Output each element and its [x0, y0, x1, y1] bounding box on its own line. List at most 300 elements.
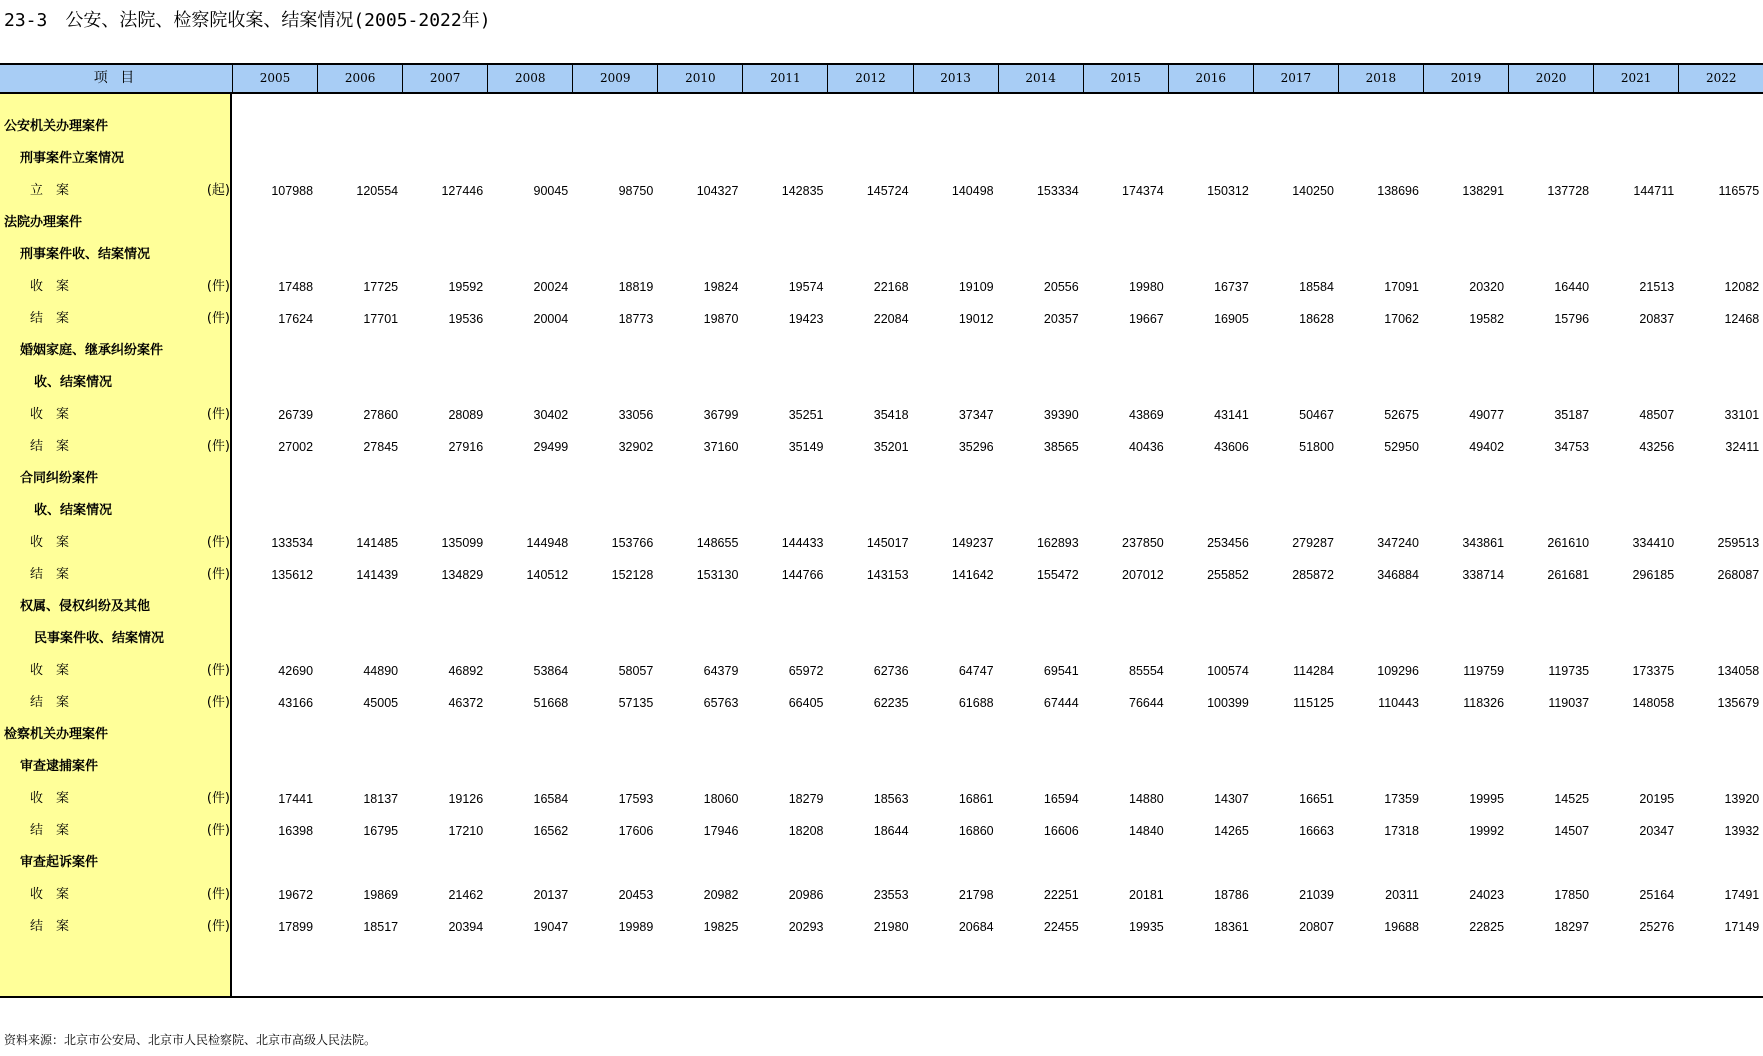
table-cell: 115125: [1293, 696, 1334, 710]
table-cell: 28089: [448, 408, 484, 422]
table-cell: 53864: [533, 664, 569, 678]
table-cell: 143153: [866, 568, 909, 582]
row-unit: (件): [206, 567, 230, 582]
table-cell: 173375: [1632, 664, 1675, 678]
table-row: [0, 431, 1763, 463]
table-cell: 144948: [526, 536, 569, 550]
row-label: 收、结案情况: [34, 375, 113, 390]
table-cell: 16594: [1043, 792, 1079, 806]
table-cell: 21462: [448, 888, 484, 902]
table-cell: 17318: [1384, 824, 1419, 838]
table-row: [0, 847, 1763, 879]
year-header: 2008: [487, 65, 572, 92]
table-cell: 109296: [1377, 664, 1419, 678]
table-cell: 120554: [356, 184, 399, 198]
table-header: [0, 63, 1763, 94]
table-cell: 16663: [1299, 824, 1334, 838]
table-cell: 17062: [1384, 312, 1419, 326]
table-cell: 138291: [1462, 184, 1505, 198]
table-cell: 20347: [1639, 824, 1675, 838]
table-cell: 58057: [618, 664, 654, 678]
table-cell: 116575: [1718, 184, 1760, 198]
table-cell: 118326: [1463, 696, 1505, 710]
year-header: 2021: [1593, 65, 1678, 92]
table-cell: 49402: [1469, 440, 1505, 454]
table-cell: 19935: [1129, 920, 1164, 934]
source-note: 资料来源：北京市公安局、北京市人民检察院、北京市高级人民法院。: [4, 1033, 377, 1047]
table-cell: 155472: [1036, 568, 1079, 582]
table-cell: 13932: [1724, 824, 1760, 838]
table-cell: 37347: [958, 408, 994, 422]
table-cell: 141642: [951, 568, 994, 582]
table-cell: 14840: [1129, 824, 1164, 838]
table-cell: 17149: [1724, 920, 1760, 934]
table-cell: 35201: [873, 440, 909, 454]
table-cell: 17091: [1384, 280, 1419, 294]
table-cell: 57135: [618, 696, 654, 710]
table-cell: 119735: [1548, 664, 1590, 678]
row-label: 结 案: [30, 695, 70, 710]
row-unit: (件): [206, 887, 230, 902]
table-cell: 22825: [1469, 920, 1505, 934]
row-unit: (件): [206, 535, 230, 550]
table-cell: 17491: [1724, 888, 1760, 902]
table-cell: 69541: [1043, 664, 1079, 678]
year-header: 2016: [1168, 65, 1253, 92]
table-cell: 44890: [363, 664, 399, 678]
table-cell: 346884: [1377, 568, 1419, 582]
table-cell: 18060: [703, 792, 739, 806]
table-cell: 20311: [1385, 888, 1419, 902]
year-header: 2006: [317, 65, 402, 92]
year-header: 2013: [913, 65, 998, 92]
table-cell: 18628: [1299, 312, 1334, 326]
header-item-label: 项 目: [93, 70, 139, 86]
row-label: 结 案: [30, 439, 70, 454]
table-cell: 85554: [1129, 664, 1164, 678]
table-row: [0, 527, 1763, 559]
year-header: 2015: [1083, 65, 1168, 92]
table-cell: 27916: [448, 440, 484, 454]
year-header: 2022: [1678, 65, 1763, 92]
table-cell: 133534: [271, 536, 314, 550]
row-label: 合同纠纷案件: [20, 471, 99, 486]
table-cell: 67444: [1043, 696, 1079, 710]
table-cell: 33101: [1724, 408, 1760, 422]
table-cell: 20357: [1043, 312, 1079, 326]
table-cell: 17899: [278, 920, 314, 934]
row-unit: (起): [206, 183, 230, 198]
table-cell: 65763: [703, 696, 739, 710]
table-cell: 135679: [1717, 696, 1760, 710]
row-label: 结 案: [30, 919, 70, 934]
table-cell: 19536: [448, 312, 484, 326]
table-cell: 52675: [1384, 408, 1419, 422]
row-label: 法院办理案件: [4, 215, 83, 230]
table-cell: 20195: [1639, 792, 1675, 806]
table-cell: 14307: [1214, 792, 1249, 806]
table-cell: 36799: [703, 408, 739, 422]
table-cell: 45005: [363, 696, 399, 710]
table-cell: 18819: [618, 280, 654, 294]
table-cell: 17725: [363, 280, 399, 294]
table-cell: 17850: [1554, 888, 1590, 902]
table-cell: 22455: [1043, 920, 1079, 934]
table-cell: 51800: [1299, 440, 1334, 454]
table-cell: 18279: [788, 792, 824, 806]
table-cell: 119037: [1548, 696, 1590, 710]
table-cell: 43869: [1129, 408, 1164, 422]
table-cell: 14525: [1554, 792, 1590, 806]
table-cell: 20982: [703, 888, 739, 902]
table-cell: 296185: [1632, 568, 1675, 582]
year-header: 2012: [827, 65, 912, 92]
table-cell: 42690: [278, 664, 314, 678]
row-label: 结 案: [30, 567, 70, 582]
row-label: 立 案: [30, 183, 70, 198]
table-row: [0, 463, 1763, 495]
row-unit: (件): [206, 439, 230, 454]
table-cell: 20684: [958, 920, 994, 934]
table-cell: 16584: [533, 792, 569, 806]
row-unit: (件): [206, 823, 230, 838]
table-cell: 137728: [1547, 184, 1590, 198]
table-row: [0, 335, 1763, 367]
table-cell: 19012: [958, 312, 994, 326]
table-cell: 76644: [1129, 696, 1164, 710]
year-header: 2019: [1423, 65, 1508, 92]
table-cell: 19825: [703, 920, 739, 934]
table-cell: 19980: [1129, 280, 1164, 294]
table-cell: 261610: [1547, 536, 1590, 550]
row-unit: (件): [206, 663, 230, 678]
row-label: 结 案: [30, 823, 70, 838]
table-row: [0, 495, 1763, 527]
row-label: 收 案: [30, 663, 70, 678]
table-cell: 18786: [1214, 888, 1249, 902]
table-cell: 119759: [1463, 664, 1505, 678]
table-cell: 16606: [1043, 824, 1079, 838]
table-cell: 17606: [618, 824, 654, 838]
table-cell: 22168: [873, 280, 909, 294]
table-cell: 14880: [1129, 792, 1164, 806]
table-cell: 142835: [781, 184, 824, 198]
table-cell: 19870: [703, 312, 739, 326]
table-cell: 138696: [1377, 184, 1419, 198]
table-cell: 21039: [1299, 888, 1334, 902]
table-cell: 145724: [866, 184, 909, 198]
table-cell: 50467: [1299, 408, 1334, 422]
table-cell: 144711: [1633, 184, 1675, 198]
table-cell: 100399: [1207, 696, 1249, 710]
table-cell: 19824: [703, 280, 739, 294]
table-cell: 21513: [1639, 280, 1675, 294]
table-cell: 127446: [441, 184, 484, 198]
table-cell: 19423: [788, 312, 824, 326]
table-cell: 104327: [696, 184, 739, 198]
row-unit: (件): [206, 919, 230, 934]
table-cell: 17946: [703, 824, 739, 838]
table-row: [0, 655, 1763, 687]
table-cell: 46892: [448, 664, 484, 678]
table-cell: 149237: [951, 536, 994, 550]
table-cell: 66405: [788, 696, 824, 710]
row-label: 审查逮捕案件: [20, 759, 99, 774]
table-cell: 140498: [951, 184, 994, 198]
table-cell: 15796: [1554, 312, 1590, 326]
table-cell: 18773: [618, 312, 654, 326]
table-cell: 65972: [788, 664, 824, 678]
table-cell: 253456: [1207, 536, 1249, 550]
table-cell: 35251: [788, 408, 824, 422]
table-cell: 148058: [1632, 696, 1675, 710]
table-row: [0, 271, 1763, 303]
table-cell: 135099: [441, 536, 484, 550]
table-cell: 20453: [618, 888, 654, 902]
table-cell: 25276: [1639, 920, 1675, 934]
table-cell: 16795: [363, 824, 399, 838]
table-cell: 16440: [1554, 280, 1590, 294]
table-cell: 19582: [1469, 312, 1505, 326]
table-row: [0, 367, 1763, 399]
table-cell: 100574: [1207, 664, 1249, 678]
table-cell: 140250: [1292, 184, 1334, 198]
table-row: [0, 687, 1763, 719]
row-unit: (件): [206, 791, 230, 806]
table-cell: 20024: [533, 280, 569, 294]
year-header: 2010: [657, 65, 742, 92]
year-header: 2009: [572, 65, 657, 92]
table-row: [0, 175, 1763, 207]
table-row: [0, 239, 1763, 271]
table-cell: 134058: [1717, 664, 1760, 678]
table-cell: 207012: [1122, 568, 1164, 582]
table-cell: 285872: [1292, 568, 1334, 582]
row-label: 刑事案件立案情况: [20, 151, 125, 166]
table-cell: 61688: [958, 696, 994, 710]
table-cell: 12468: [1724, 312, 1760, 326]
row-label: 收 案: [30, 279, 70, 294]
table-cell: 26739: [278, 408, 314, 422]
table-cell: 20320: [1469, 280, 1505, 294]
table-cell: 64747: [958, 664, 994, 678]
row-unit: (件): [206, 407, 230, 422]
table-cell: 255852: [1207, 568, 1249, 582]
table-cell: 27002: [278, 440, 314, 454]
year-header: 2005: [232, 65, 317, 92]
table-cell: 261681: [1547, 568, 1590, 582]
table-cell: 19688: [1384, 920, 1419, 934]
table-cell: 18517: [363, 920, 399, 934]
table-cell: 35418: [873, 408, 909, 422]
table-cell: 20293: [788, 920, 824, 934]
table-row: [0, 623, 1763, 655]
table-cell: 279287: [1292, 536, 1334, 550]
table-cell: 268087: [1717, 568, 1760, 582]
table-cell: 39390: [1043, 408, 1079, 422]
table-cell: 140512: [526, 568, 569, 582]
table-cell: 16398: [278, 824, 314, 838]
table-cell: 43606: [1214, 440, 1249, 454]
table-cell: 32411: [1725, 440, 1760, 454]
table-cell: 19992: [1469, 824, 1505, 838]
row-label: 公安机关办理案件: [4, 119, 109, 134]
table-cell: 62235: [873, 696, 909, 710]
table-cell: 29499: [533, 440, 569, 454]
table-cell: 33056: [618, 408, 654, 422]
table-cell: 20004: [533, 312, 569, 326]
table-cell: 141439: [356, 568, 399, 582]
table-cell: 17359: [1384, 792, 1419, 806]
table-cell: 64379: [703, 664, 739, 678]
table-row: [0, 207, 1763, 239]
table-cell: 237850: [1122, 536, 1164, 550]
table-cell: 148655: [696, 536, 739, 550]
table-cell: 25164: [1639, 888, 1675, 902]
table-row: [0, 559, 1763, 591]
table-row: [0, 911, 1763, 943]
table-cell: 19672: [278, 888, 314, 902]
table-cell: 90045: [533, 184, 569, 198]
table-row: [0, 783, 1763, 815]
row-label: 收、结案情况: [34, 503, 113, 518]
table-cell: 43256: [1639, 440, 1675, 454]
table-cell: 17624: [278, 312, 314, 326]
row-label: 刑事案件收、结案情况: [20, 247, 151, 262]
table-cell: 19047: [533, 920, 569, 934]
table-cell: 18208: [788, 824, 824, 838]
table-cell: 21980: [873, 920, 909, 934]
table-row: [0, 591, 1763, 623]
row-label: 收 案: [30, 887, 70, 902]
table-cell: 27860: [363, 408, 399, 422]
table-row: [0, 879, 1763, 911]
table-cell: 40436: [1129, 440, 1164, 454]
table-cell: 14265: [1214, 824, 1249, 838]
row-label: 权属、侵权纠纷及其他: [20, 599, 151, 614]
table-cell: 16860: [958, 824, 994, 838]
table-cell: 16905: [1214, 312, 1249, 326]
row-label: 结 案: [30, 311, 70, 326]
table-cell: 18361: [1214, 920, 1249, 934]
table-cell: 43166: [278, 696, 314, 710]
table-cell: 153766: [611, 536, 654, 550]
table-cell: 18137: [363, 792, 399, 806]
table-cell: 43141: [1214, 408, 1249, 422]
row-unit: (件): [206, 279, 230, 294]
table-cell: 19989: [618, 920, 654, 934]
table-cell: 153334: [1036, 184, 1079, 198]
table-row: [0, 815, 1763, 847]
table-cell: 16651: [1299, 792, 1334, 806]
table-cell: 22084: [873, 312, 909, 326]
table-cell: 17488: [278, 280, 314, 294]
table-cell: 338714: [1462, 568, 1505, 582]
table-cell: 347240: [1377, 536, 1419, 550]
table-cell: 343861: [1462, 536, 1505, 550]
row-label: 收 案: [30, 535, 70, 550]
table-cell: 37160: [703, 440, 739, 454]
table-cell: 110443: [1378, 696, 1419, 710]
table-cell: 20837: [1639, 312, 1675, 326]
table-cell: 22251: [1043, 888, 1079, 902]
table-cell: 20556: [1043, 280, 1079, 294]
table-cell: 16562: [533, 824, 569, 838]
row-label: 收 案: [30, 407, 70, 422]
table-cell: 20986: [788, 888, 824, 902]
year-header: 2020: [1508, 65, 1593, 92]
table-cell: 17441: [278, 792, 314, 806]
table-cell: 35187: [1554, 408, 1590, 422]
year-header: 2014: [998, 65, 1083, 92]
table-cell: 334410: [1632, 536, 1675, 550]
table-cell: 52950: [1384, 440, 1419, 454]
table-cell: 174374: [1122, 184, 1164, 198]
year-header: 2018: [1338, 65, 1423, 92]
table-cell: 20394: [448, 920, 484, 934]
table-cell: 19126: [448, 792, 484, 806]
table-cell: 16737: [1214, 280, 1249, 294]
table-cell: 144766: [781, 568, 824, 582]
table-cell: 162893: [1036, 536, 1079, 550]
table-cell: 17593: [618, 792, 654, 806]
data-table: [0, 63, 1763, 996]
table-cell: 19667: [1129, 312, 1164, 326]
row-label: 婚姻家庭、继承纠纷案件: [20, 343, 164, 358]
row-label: 收 案: [30, 791, 70, 806]
table-row: [0, 303, 1763, 335]
table-cell: 98750: [618, 184, 654, 198]
row-label: 审查起诉案件: [20, 855, 99, 870]
row-unit: (件): [206, 311, 230, 326]
table-cell: 19592: [448, 280, 484, 294]
table-cell: 17701: [363, 312, 399, 326]
table-row: [0, 719, 1763, 751]
table-cell: 134829: [441, 568, 484, 582]
table-cell: 12082: [1724, 280, 1760, 294]
table-cell: 16861: [958, 792, 994, 806]
page-title: 23-3 公安、法院、检察院收案、结案情况(2005-2022年): [4, 10, 491, 31]
table-cell: 17210: [448, 824, 484, 838]
year-header: 2011: [742, 65, 827, 92]
table-cell: 48507: [1639, 408, 1675, 422]
table-cell: 24023: [1469, 888, 1505, 902]
table-cell: 19574: [788, 280, 824, 294]
row-unit: (件): [206, 695, 230, 710]
table-row: [0, 751, 1763, 783]
table-cell: 20137: [533, 888, 569, 902]
table-cell: 49077: [1469, 408, 1505, 422]
table-cell: 141485: [356, 536, 399, 550]
table-cell: 19869: [363, 888, 399, 902]
table-cell: 23553: [873, 888, 909, 902]
table-cell: 21798: [958, 888, 994, 902]
table-cell: 145017: [866, 536, 909, 550]
table-cell: 20807: [1299, 920, 1334, 934]
table-bottom-rule: [0, 996, 1763, 998]
table-cell: 27845: [363, 440, 399, 454]
table-row: [0, 143, 1763, 175]
year-header: 2007: [402, 65, 487, 92]
table-cell: 19109: [958, 280, 994, 294]
table-row: [0, 399, 1763, 431]
table-cell: 32902: [618, 440, 654, 454]
table-cell: 35296: [958, 440, 994, 454]
year-header: 2017: [1253, 65, 1338, 92]
table-cell: 18644: [873, 824, 909, 838]
table-cell: 114284: [1293, 664, 1334, 678]
table-cell: 38565: [1043, 440, 1079, 454]
